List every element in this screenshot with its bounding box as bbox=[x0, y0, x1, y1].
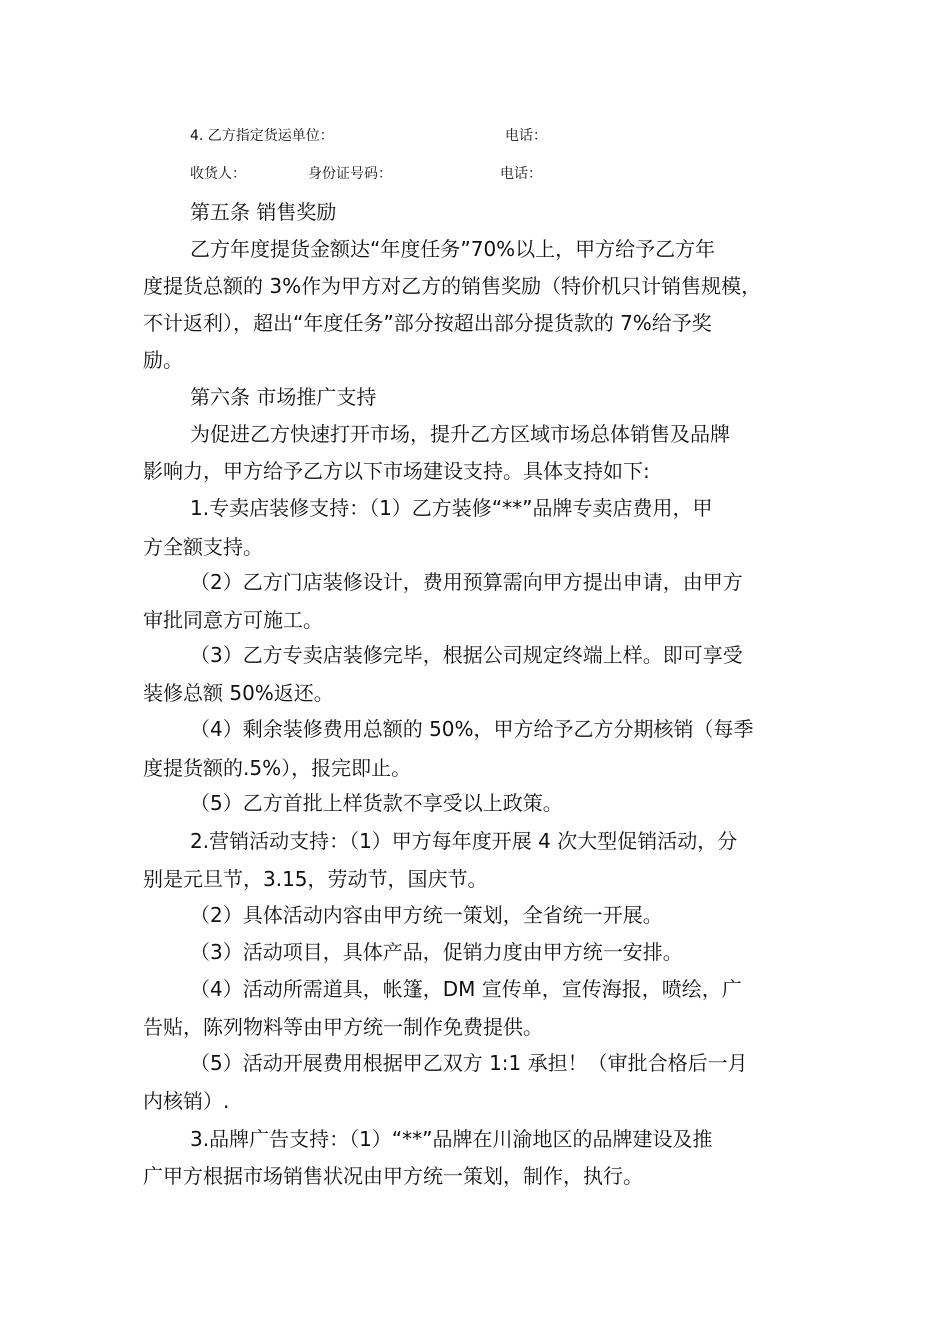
marketing-support-line: （5）活动开展费用根据甲乙双方 1:1 承担！（审批合格后一月 bbox=[190, 1051, 748, 1075]
article6-heading: 第六条 市场推广支持 bbox=[190, 385, 377, 409]
store-support-line: （4）剩余装修费用总额的 50%，甲方给予乙方分期核销（每季 bbox=[190, 717, 754, 741]
paragraph-line: 励。 bbox=[143, 348, 183, 372]
store-support-line: 审批同意方可施工。 bbox=[143, 608, 323, 632]
marketing-support-line: 2.营销活动支持：（1）甲方每年度开展 4 次大型促销活动，分 bbox=[190, 829, 738, 853]
id-number-label: 身份证号码： bbox=[308, 166, 392, 182]
marketing-support-line: 别是元旦节，3.15，劳动节，国庆节。 bbox=[143, 867, 488, 891]
freight-unit-label: 4. 乙方指定货运单位： bbox=[190, 128, 334, 144]
freight-phone-label: 电话： bbox=[505, 128, 547, 144]
paragraph-line: 为促进乙方快速打开市场，提升乙方区域市场总体销售及品牌 bbox=[190, 422, 730, 446]
paragraph-line: 影响力，甲方给予乙方以下市场建设支持。具体支持如下: bbox=[143, 459, 650, 483]
marketing-support-line: （3）活动项目，具体产品，促销力度由甲方统一安排。 bbox=[190, 940, 683, 964]
paragraph-line: 乙方年度提货金额达“年度任务”70%以上，甲方给予乙方年 bbox=[190, 237, 716, 261]
paragraph-line: 不计返利），超出“年度任务”部分按超出部分提货款的 7%给予奖 bbox=[143, 311, 712, 335]
store-support-line: 度提货额的.5%），报完即止。 bbox=[143, 756, 412, 780]
brand-support-line: 广甲方根据市场销售状况由甲方统一策划，制作，执行。 bbox=[143, 1164, 643, 1188]
store-support-line: 1.专卖店装修支持：（1）乙方装修“**”品牌专卖店费用，甲 bbox=[190, 496, 713, 520]
marketing-support-line: （4）活动所需道具，帐篷，DM 宣传单，宣传海报，喷绘，广 bbox=[190, 977, 742, 1001]
paragraph-line: 度提货总额的 3%作为甲方对乙方的销售奖励（特价机只计销售规模， bbox=[143, 274, 762, 298]
marketing-support-line: （2）具体活动内容由甲方统一策划，全省统一开展。 bbox=[190, 903, 663, 927]
receiver-label: 收货人： bbox=[190, 166, 246, 182]
store-support-line: （2）乙方门店装修设计，费用预算需向甲方提出申请，由甲方 bbox=[190, 570, 743, 594]
store-support-line: （5）乙方首批上样货款不享受以上政策。 bbox=[190, 791, 563, 815]
store-support-line: 方全额支持。 bbox=[143, 535, 263, 559]
receiver-line bbox=[0, 161, 950, 187]
marketing-support-line: 告贴，陈列物料等由甲方统一制作免费提供。 bbox=[143, 1015, 543, 1039]
receiver-phone-label: 电话： bbox=[500, 166, 542, 182]
brand-support-line: 3.品牌广告支持：（1）“**”品牌在川渝地区的品牌建设及推 bbox=[190, 1127, 713, 1151]
article5-heading: 第五条 销售奖励 bbox=[190, 200, 337, 224]
store-support-line: （3）乙方专卖店装修完毕，根据公司规定终端上样。即可享受 bbox=[190, 643, 743, 667]
store-support-line: 装修总额 50%返还。 bbox=[143, 681, 334, 705]
marketing-support-line: 内核销）. bbox=[143, 1089, 230, 1113]
freight-unit-line bbox=[0, 123, 950, 149]
